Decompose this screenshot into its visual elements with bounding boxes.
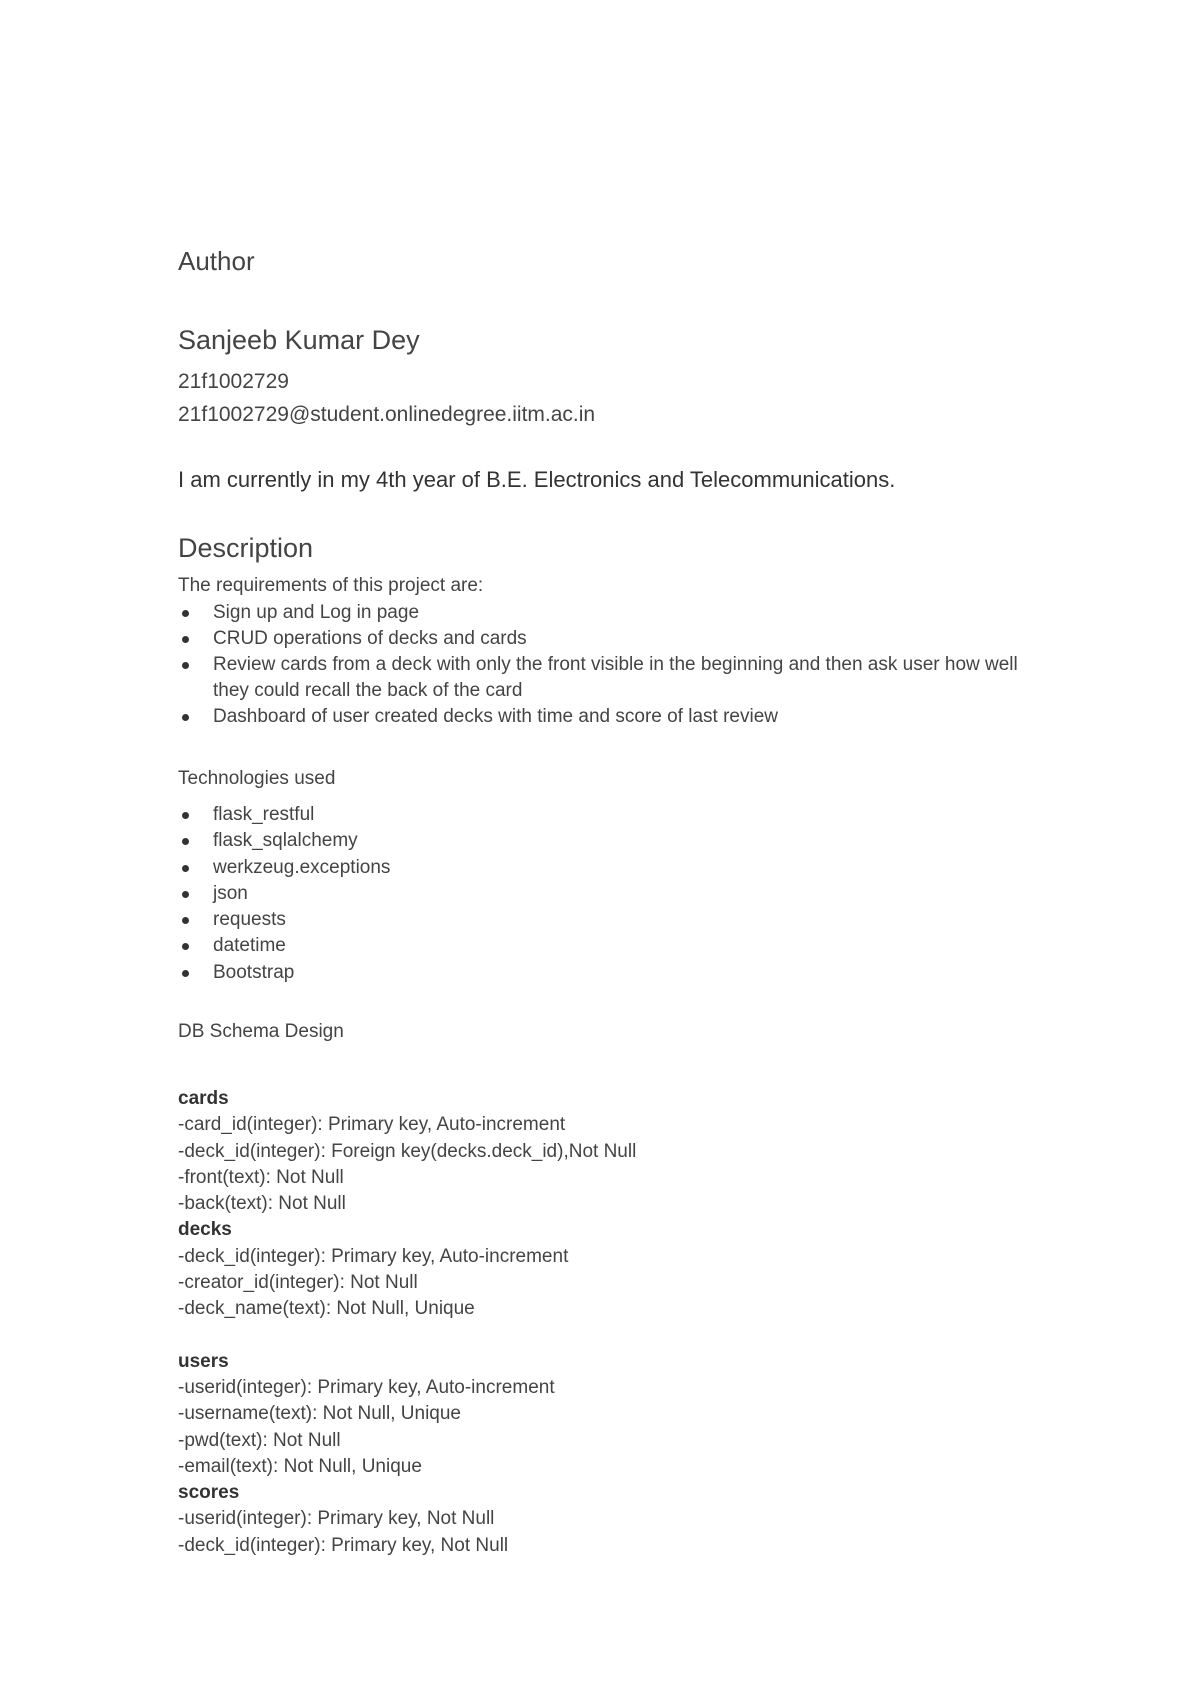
technology-text: Bootstrap [213,961,295,983]
list-item [178,881,390,907]
bullet-icon [182,838,189,845]
author-email: 21f1002729@student.onlinedegree.iitm.ac.in [178,403,596,426]
list-item [178,600,1038,626]
schema-field: -creator_id(integer): Not Null [178,1272,418,1294]
bullet-icon [182,714,189,721]
technology-text: datetime [213,935,286,957]
schema-table-name: users [178,1350,229,1372]
bullet-icon [182,812,189,819]
author-bio: I am currently in my 4th year of B.E. Electronics and Telecommunications. [178,467,896,492]
technology-text: json [213,882,248,904]
bullet-icon [182,636,189,643]
bullet-icon [182,891,189,898]
list-item [178,907,390,933]
schema-field: -userid(integer): Primary key, Auto-increment [178,1376,555,1398]
list-item [178,960,390,986]
technology-text: flask_sqlalchemy [213,830,358,852]
schema-table-name: decks [178,1219,232,1241]
schema-field: -deck_name(text): Not Null, Unique [178,1298,475,1320]
list-item [178,855,390,881]
schema-field: -deck_id(integer): Foreign key(decks.deck_id),Not Null [178,1140,637,1162]
schema-field: -deck_id(integer): Primary key, Auto-increment [178,1245,569,1267]
list-item [178,652,1038,704]
schema-field: -username(text): Not Null, Unique [178,1403,461,1425]
technology-text: werkzeug.exceptions [213,856,391,878]
technologies-heading: Technologies used [178,768,336,789]
list-item [178,828,390,854]
schema-field: -back(text): Not Null [178,1193,346,1215]
bullet-icon [182,917,189,924]
author-name: Sanjeeb Kumar Dey [178,325,420,355]
spacer [178,1323,636,1349]
bullet-icon [182,970,189,977]
requirement-text: Sign up and Log in page [213,602,420,623]
list-item [178,802,390,828]
schema-table-name: cards [178,1088,229,1109]
requirement-text: Dashboard of user created decks with time and score of last review [213,706,778,727]
technology-text: flask_restful [213,804,315,825]
technologies-list [178,802,390,986]
technology-text: requests [213,909,286,931]
bullet-icon [182,610,189,617]
description-heading: Description [178,533,314,563]
schema-table-name: scores [178,1482,240,1504]
requirement-text: Review cards from a deck with only the front visible in the beginning and then ask user how well they could recall the back of the card [213,654,1018,701]
schema-field: -card_id(integer): Primary key, Auto-increment [178,1114,566,1136]
schema-field: -deck_id(integer): Primary key, Not Null [178,1534,509,1556]
schema-section [178,1086,636,1559]
requirements-list [178,600,1038,730]
list-item [178,626,1038,652]
requirements-intro: The requirements of this project are: [178,575,484,596]
schema-field: -userid(integer): Primary key, Not Null [178,1508,495,1530]
schema-heading: DB Schema Design [178,1021,344,1042]
schema-field: -email(text): Not Null, Unique [178,1455,422,1477]
list-item [178,704,1038,730]
schema-field: -front(text): Not Null [178,1166,344,1188]
schema-field: -pwd(text): Not Null [178,1429,341,1451]
roll-number: 21f1002729 [178,370,289,393]
author-heading: Author [178,246,255,276]
requirement-text: CRUD operations of decks and cards [213,628,527,649]
bullet-icon [182,943,189,950]
bullet-icon [182,662,189,669]
list-item [178,933,390,959]
bullet-icon [182,865,189,872]
